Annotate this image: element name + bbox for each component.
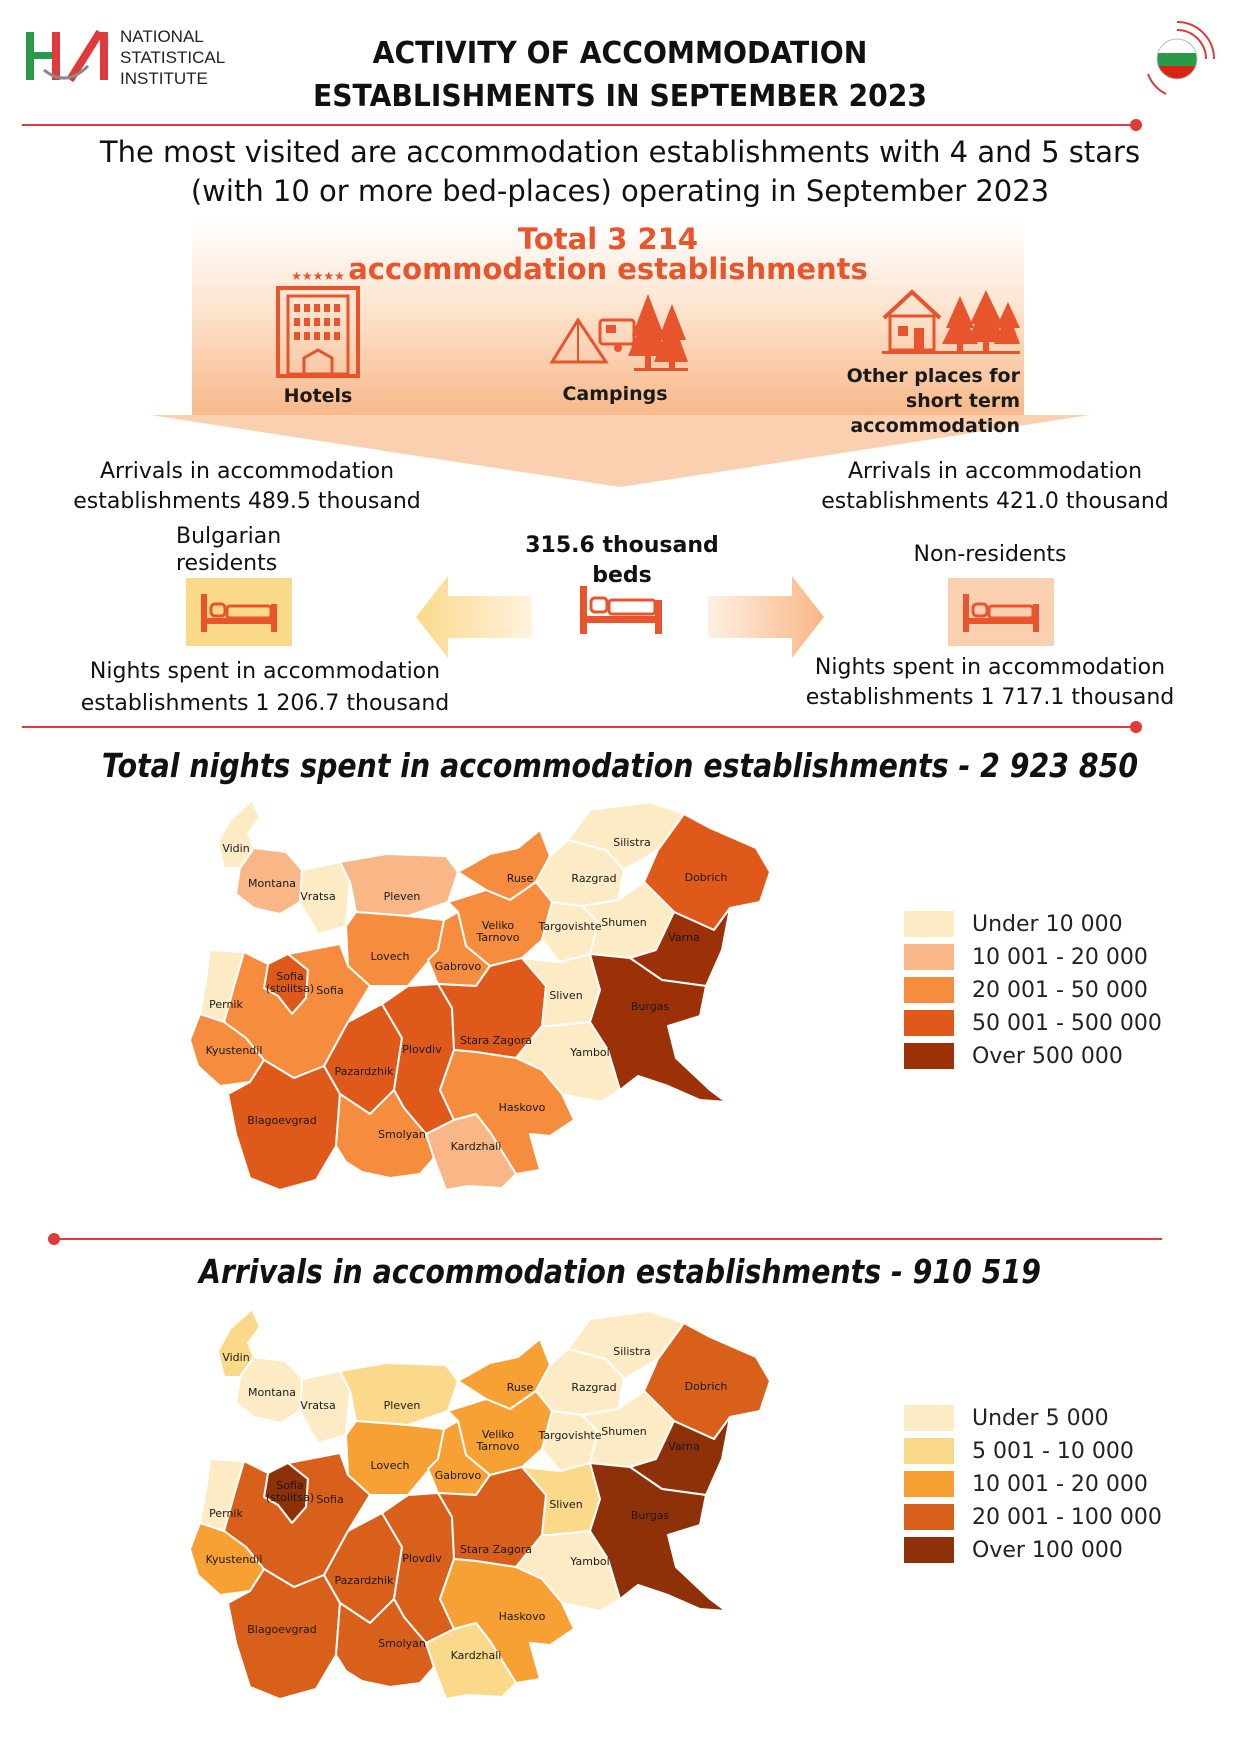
beds-total-line: 315.6 thousand	[525, 533, 719, 558]
residents-label	[176, 523, 296, 577]
legend-swatch	[904, 944, 954, 970]
region-label-sofiacity: Sofia (stolitsa)	[265, 970, 315, 995]
nonresidents-arrivals	[790, 457, 1200, 517]
region-label-ruse: Ruse	[506, 872, 534, 885]
region-label-silistra: Silistra	[613, 836, 651, 849]
region-label-burgas: Burgas	[630, 1509, 670, 1522]
legend-label: 50 001 - 500 000	[972, 1010, 1162, 1036]
page-title	[37, 32, 1203, 118]
residents-arrivals	[52, 457, 442, 517]
logo-text-line: NATIONAL	[120, 27, 204, 46]
nonresidents-label: Non-residents	[913, 542, 1067, 567]
residents-nights	[60, 656, 470, 720]
region-label-dobrich: Dobrich	[684, 871, 728, 884]
legend-label: 5 001 - 10 000	[972, 1438, 1134, 1464]
legend-label: 10 001 - 20 000	[972, 1471, 1148, 1497]
nonresidents-nights-line: establishments 1 717.1 thousand	[805, 685, 1175, 710]
nonresidents-nights-line: Nights spent in accommodation	[814, 655, 1166, 680]
legend-swatch	[904, 1471, 954, 1497]
region-label-montana: Montana	[248, 877, 296, 890]
legend-label: Under 5 000	[972, 1405, 1109, 1431]
house-icon	[880, 288, 1020, 356]
region-label-pleven: Pleven	[383, 1399, 421, 1412]
legend-item	[904, 1534, 1162, 1566]
camping-icon	[548, 290, 688, 378]
region-label-pernik: Pernik	[209, 998, 243, 1011]
region-label-varna: Varna	[668, 931, 700, 944]
region-label-yambol: Yambol	[570, 1555, 610, 1568]
legend-swatch	[904, 1537, 954, 1563]
region-label-haskovo: Haskovo	[498, 1101, 546, 1114]
residents-bed-badge	[186, 578, 292, 646]
region-label-varna: Varna	[668, 1440, 700, 1453]
legend-item	[904, 1468, 1162, 1500]
region-label-sofia: Sofia	[316, 984, 344, 997]
region-pleven	[340, 1363, 458, 1425]
map2-title: Arrivals in accommodation establishments - 910 519	[198, 1252, 1042, 1291]
region-label-targovishte: Targovishte	[538, 920, 602, 933]
beds-total	[524, 531, 720, 591]
region-label-smolyan: Smolyan	[378, 1128, 426, 1141]
region-label-vratsa: Vratsa	[300, 1399, 336, 1412]
total-count-line: Total 3 214	[517, 222, 699, 256]
legend-item	[904, 1040, 1162, 1072]
svg-text:★★★★★: ★★★★★	[291, 269, 345, 283]
region-label-blagoevgrad: Blagoevgrad	[247, 1623, 317, 1636]
region-label-shumen: Shumen	[601, 916, 647, 929]
hotels-label: Hotels	[283, 385, 353, 407]
region-label-gabrovo: Gabrovo	[434, 960, 482, 973]
residents-label-line: residents	[176, 551, 278, 576]
legend-item	[904, 941, 1162, 973]
legend-swatch	[904, 911, 954, 937]
region-label-sliven: Sliven	[549, 1498, 583, 1511]
region-label-pazardzhik: Pazardzhik	[334, 1065, 394, 1078]
legend-item	[904, 908, 1162, 940]
residents-arrivals-line: Arrivals in accommodation	[99, 459, 395, 484]
region-label-pleven: Pleven	[383, 890, 421, 903]
region-label-kardzhali: Kardzhali	[450, 1140, 502, 1153]
legend-item	[904, 1402, 1162, 1434]
region-label-sofiacity: Sofia (stolitsa)	[265, 1479, 315, 1504]
region-label-sofia: Sofia	[316, 1493, 344, 1506]
region-label-lovech: Lovech	[370, 950, 410, 963]
residents-nights-line: Nights spent in accommodation	[89, 659, 441, 684]
region-label-razgrad: Razgrad	[571, 1381, 617, 1394]
region-label-silistra: Silistra	[613, 1345, 651, 1358]
region-lovech	[346, 912, 444, 986]
legend-swatch	[904, 1504, 954, 1530]
region-label-blagoevgrad: Blagoevgrad	[247, 1114, 317, 1127]
region-label-starazagora: Stara Zagora	[459, 1034, 533, 1047]
region-label-vidin: Vidin	[222, 1351, 250, 1364]
region-label-veliko: Veliko Tarnovo	[476, 1428, 520, 1453]
legend-label: 20 001 - 50 000	[972, 977, 1148, 1003]
header-divider	[22, 124, 1136, 126]
section-divider	[22, 726, 1136, 728]
page-title-line: ACTIVITY OF ACCOMMODATION	[372, 36, 868, 71]
residents-arrivals-line: establishments 489.5 thousand	[73, 489, 421, 514]
subtitle-line: (with 10 or more bed-places) operating in September 2023	[190, 174, 1050, 208]
region-label-vratsa: Vratsa	[300, 890, 336, 903]
region-label-kyustendil: Kyustendil	[205, 1044, 263, 1057]
hotel-icon	[264, 268, 372, 380]
logo-text-line: INSTITUTE	[120, 69, 208, 88]
nonresidents-arrivals-line: establishments 421.0 thousand	[821, 489, 1169, 514]
region-label-montana: Montana	[248, 1386, 296, 1399]
region-label-kardzhali: Kardzhali	[450, 1649, 502, 1662]
map1-nights-map	[190, 790, 890, 1230]
logo-text-line: STATISTICAL	[120, 48, 226, 67]
legend-label: Under 10 000	[972, 911, 1123, 937]
map1-title: Total nights spent in accommodation establishments - 2 923 850	[101, 746, 1139, 785]
header-divider-dot	[1130, 119, 1142, 131]
region-label-dobrich: Dobrich	[684, 1380, 728, 1393]
region-label-plovdiv: Plovdiv	[402, 1552, 442, 1565]
region-label-razgrad: Razgrad	[571, 872, 617, 885]
legend-label: 20 001 - 100 000	[972, 1504, 1162, 1530]
region-label-plovdiv: Plovdiv	[402, 1043, 442, 1056]
campings-label: Campings	[562, 383, 668, 405]
bed-icon	[578, 584, 664, 636]
map1-legend	[904, 908, 1162, 1073]
map2-legend	[904, 1402, 1162, 1567]
region-label-gabrovo: Gabrovo	[434, 1469, 482, 1482]
region-label-starazagora: Stara Zagora	[459, 1543, 533, 1556]
region-label-kyustendil: Kyustendil	[205, 1553, 263, 1566]
other-places-label-line: Other places for	[846, 365, 1020, 387]
region-label-veliko: Veliko Tarnovo	[476, 919, 520, 944]
legend-label: Over 500 000	[972, 1043, 1123, 1069]
legend-label: 10 001 - 20 000	[972, 944, 1148, 970]
nonresidents-bed-badge	[948, 578, 1054, 646]
legend-item	[904, 1007, 1162, 1039]
region-lovech	[346, 1421, 444, 1495]
residents-nights-line: establishments 1 206.7 thousand	[80, 691, 450, 716]
section-divider	[54, 1238, 1162, 1240]
nonresidents-nights	[780, 653, 1200, 713]
legend-item	[904, 974, 1162, 1006]
region-label-lovech: Lovech	[370, 1459, 410, 1472]
subtitle	[0, 133, 1240, 211]
legend-item	[904, 1501, 1162, 1533]
region-label-pazardzhik: Pazardzhik	[334, 1574, 394, 1587]
legend-label: Over 100 000	[972, 1537, 1123, 1563]
legend-item	[904, 1435, 1162, 1467]
region-label-haskovo: Haskovo	[498, 1610, 546, 1623]
beds-total-line: beds	[592, 563, 652, 588]
region-label-ruse: Ruse	[506, 1381, 534, 1394]
other-places-label	[740, 364, 1020, 439]
nonresidents-arrivals-line: Arrivals in accommodation	[847, 459, 1143, 484]
section-divider-dot	[1130, 721, 1142, 733]
region-label-shumen: Shumen	[601, 1425, 647, 1438]
region-pleven	[340, 854, 458, 916]
page-title-line: ESTABLISHMENTS IN SEPTEMBER 2023	[312, 79, 928, 114]
legend-swatch	[904, 1043, 954, 1069]
bulgaria-flag-icon	[1136, 18, 1218, 100]
left-arrow-icon	[416, 576, 532, 658]
legend-swatch	[904, 1438, 954, 1464]
residents-label-line: Bulgarian	[176, 524, 282, 549]
total-count-line: accommodation establishments	[348, 252, 868, 286]
bed-icon	[199, 590, 279, 634]
region-label-vidin: Vidin	[222, 842, 250, 855]
region-label-yambol: Yambol	[570, 1046, 610, 1059]
region-label-smolyan: Smolyan	[378, 1637, 426, 1650]
bed-icon	[961, 590, 1041, 634]
region-label-sliven: Sliven	[549, 989, 583, 1002]
legend-swatch	[904, 1010, 954, 1036]
right-arrow-icon	[708, 576, 824, 658]
legend-swatch	[904, 977, 954, 1003]
region-label-pernik: Pernik	[209, 1507, 243, 1520]
region-label-targovishte: Targovishte	[538, 1429, 602, 1442]
other-places-label-line: short term accommodation	[850, 390, 1020, 437]
region-label-burgas: Burgas	[630, 1000, 670, 1013]
legend-swatch	[904, 1405, 954, 1431]
map2-arrivals-map	[190, 1294, 890, 1744]
subtitle-line: The most visited are accommodation establishments with 4 and 5 stars	[99, 135, 1141, 169]
